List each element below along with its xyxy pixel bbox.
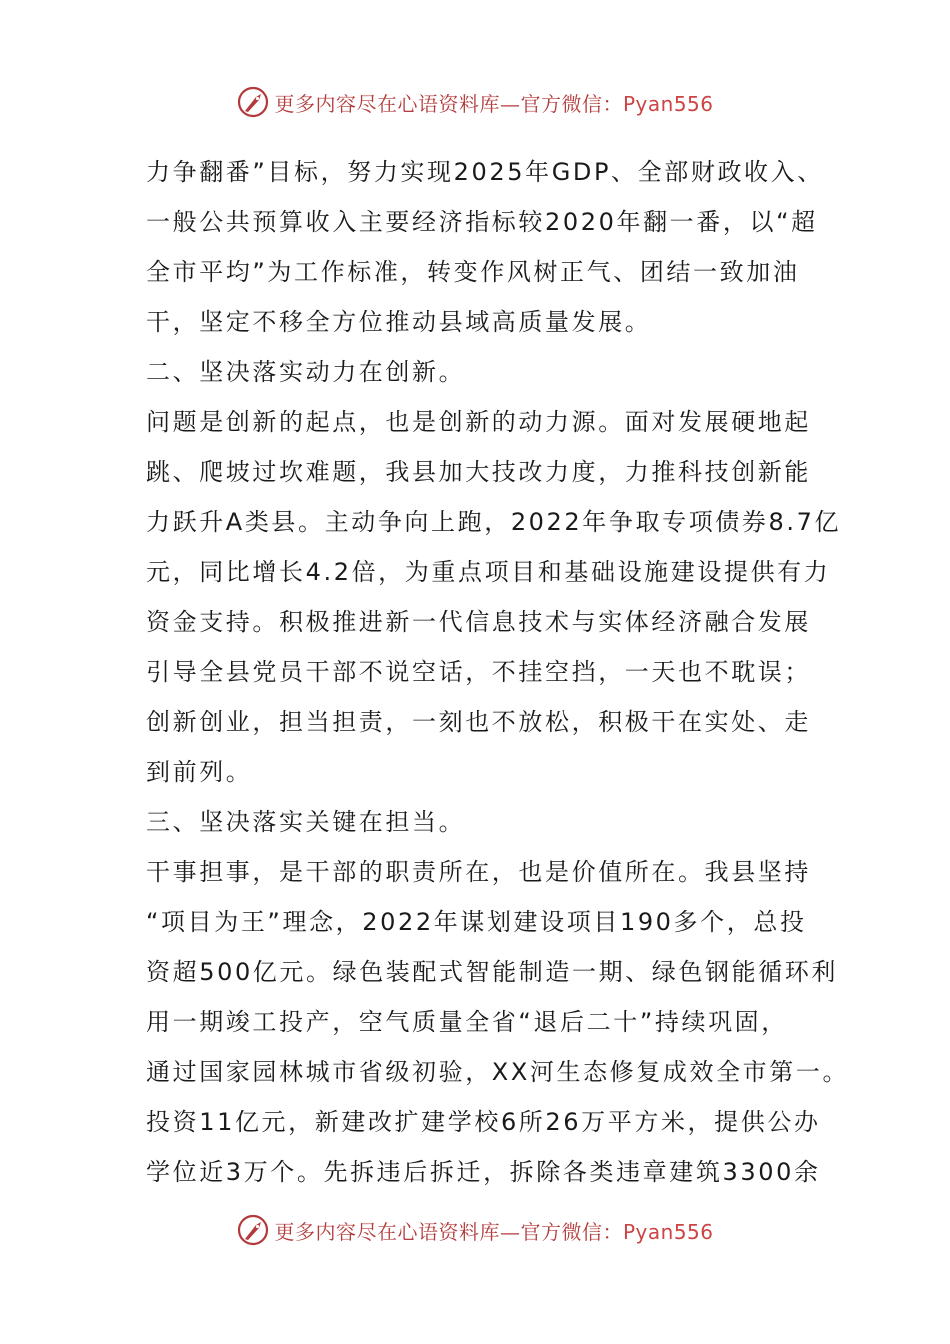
text-line: 资超500亿元。绿色装配式智能制造一期、绿色钢能循环利: [146, 958, 839, 986]
text-line: 用一期竣工投产，空气质量全省“退后二十”持续巩固，: [146, 1008, 788, 1036]
text-line: “项目为王”理念，2022年谋划建设项目190多个，总投: [146, 908, 807, 936]
watermark-wechat-id: Pyan556: [622, 91, 714, 116]
watermark-text: [274, 1216, 713, 1245]
pen-nib-circle-icon: [236, 1213, 270, 1247]
watermark-brand: 更多内容尽在心语资料库: [274, 1219, 500, 1244]
watermark-brand: 更多内容尽在心语资料库: [274, 91, 500, 116]
text-line: 引导全县党员干部不说空话，不挂空挡，一天也不耽误；: [146, 658, 811, 686]
text-line: 力跃升A类县。主动争向上跑，2022年争取专项债券8.7亿: [146, 508, 842, 536]
text-line: 干，坚定不移全方位推动县域高质量发展。: [146, 308, 652, 336]
watermark-label: 官方微信：: [520, 1219, 623, 1244]
text-line: 全市平均”为工作标准，转变作风树正气、团结一致加油: [146, 258, 800, 286]
section-heading: 二、坚决落实动力在创新。: [146, 358, 466, 386]
text-line: 资金支持。积极推进新一代信息技术与实体经济融合发展: [146, 608, 811, 636]
text-line: 一般公共预算收入主要经济指标较2020年翻一番，以“超: [146, 208, 818, 236]
text-line: 投资11亿元，新建改扩建学校6所26万平方米，提供公办: [146, 1108, 821, 1136]
text-line: 元，同比增长4.2倍，为重点项目和基础设施建设提供有力: [146, 558, 831, 586]
watermark-wechat-id: Pyan556: [622, 1219, 714, 1244]
text-line: 学位近3万个。先拆违后拆迁，拆除各类违章建筑3300余: [146, 1158, 821, 1186]
section-heading: 三、坚决落实关键在担当。: [146, 808, 466, 836]
text-line: 力争翻番”目标，努力实现2025年GDP、全部财政收入、: [146, 158, 824, 186]
header-watermark: [0, 82, 950, 122]
text-line: 创新创业，担当担责，一刻也不放松，积极干在实处、走: [146, 708, 811, 736]
pen-nib-circle-icon: [236, 85, 270, 119]
text-line: 通过国家园林城市省级初验，XX河生态修复成效全市第一。: [146, 1058, 850, 1086]
document-body: [146, 147, 850, 1197]
watermark-dash: —: [499, 91, 521, 116]
text-line: 到前列。: [146, 758, 253, 786]
watermark-dash: —: [499, 1219, 521, 1244]
watermark-label: 官方微信：: [520, 91, 623, 116]
footer-watermark: [0, 1210, 950, 1250]
text-line: 干事担事，是干部的职责所在，也是价值所在。我县坚持: [146, 858, 811, 886]
text-line: 问题是创新的起点，也是创新的动力源。面对发展硬地起: [146, 408, 811, 436]
text-line: 跳、爬坡过坎难题，我县加大技改力度，力推科技创新能: [146, 458, 811, 486]
watermark-text: [274, 88, 713, 117]
